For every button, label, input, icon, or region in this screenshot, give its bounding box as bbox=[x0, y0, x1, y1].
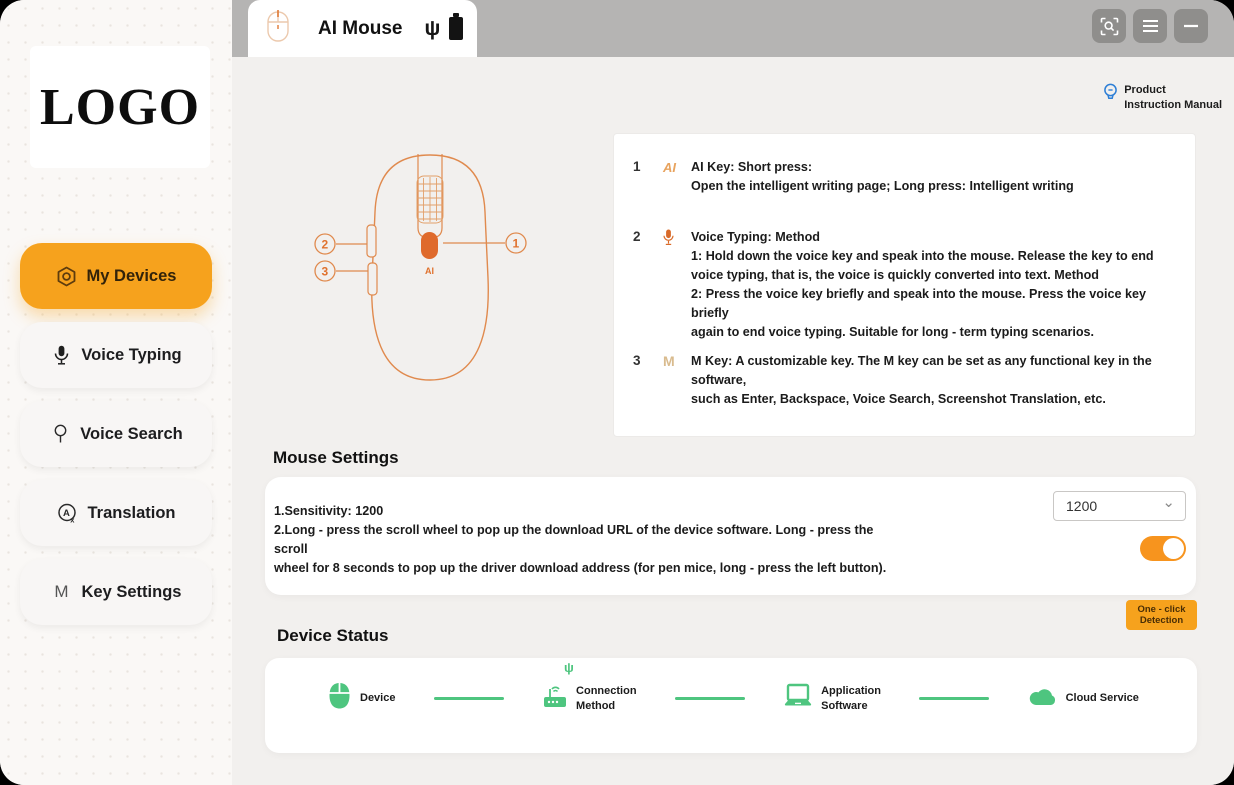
status-node-cloud bbox=[1028, 686, 1139, 712]
usb-icon: ψ bbox=[564, 660, 574, 675]
sidebar-item-key-settings[interactable] bbox=[20, 559, 212, 625]
manual-link-text: Product Instruction Manual bbox=[1124, 84, 1222, 111]
battery-icon bbox=[449, 17, 463, 40]
translate-icon bbox=[56, 502, 78, 524]
status-node-connection bbox=[542, 660, 637, 714]
minimize-button[interactable] bbox=[1174, 9, 1208, 43]
sensitivity-dropdown[interactable] bbox=[1053, 491, 1186, 521]
svg-text:A: A bbox=[62, 507, 70, 519]
diagram-ai-label: AI bbox=[425, 266, 434, 276]
status-connector bbox=[434, 697, 504, 700]
sidebar bbox=[0, 0, 232, 785]
product-manual-link[interactable] bbox=[1103, 83, 1222, 113]
m-key-icon: M bbox=[54, 582, 69, 601]
usb-icon: ψ bbox=[424, 17, 441, 40]
magnifier-icon bbox=[49, 423, 71, 445]
tab-title: AI Mouse bbox=[318, 17, 403, 39]
status-label: Connection Method bbox=[576, 684, 637, 712]
sidebar-item-label: Key Settings bbox=[81, 582, 182, 601]
sidebar-item-label: My Devices bbox=[86, 266, 177, 285]
sidebar-item-voice-typing[interactable] bbox=[20, 322, 212, 388]
devices-gear-icon bbox=[56, 265, 78, 287]
instruction-text: Voice Typing: Method 1: Hold down the voice key and speak into the mouse. Release the key to end voice typing, that is, the voice is quickly converted into text. Method 2: Press the voice key briefly and speak into the mouse. Press the voice key briefly again to end voice typing. Suitable for long - term typing scenarios. bbox=[691, 230, 1154, 339]
sidebar-item-label: Translation bbox=[87, 503, 176, 522]
sidebar-item-label: Voice Search bbox=[80, 424, 183, 443]
mouse-settings-card bbox=[265, 477, 1196, 595]
instruction-number: 2 bbox=[633, 229, 641, 244]
titlebar bbox=[232, 0, 1234, 57]
status-label: Cloud Service bbox=[1065, 692, 1139, 704]
microphone-icon bbox=[663, 228, 691, 342]
m-key-icon: M bbox=[663, 353, 675, 369]
instruction-item-3 bbox=[633, 352, 1181, 409]
mouse-settings-title: Mouse Settings bbox=[273, 448, 399, 467]
diagram-callout-3: 3 bbox=[321, 264, 329, 279]
screenshot-search-icon bbox=[1100, 17, 1119, 36]
chevron-down-icon: ⌄ bbox=[1162, 494, 1175, 512]
minimize-icon bbox=[1183, 24, 1199, 28]
svg-text:x: x bbox=[70, 515, 75, 524]
bulb-icon bbox=[1103, 83, 1118, 108]
sidebar-item-translation[interactable] bbox=[20, 480, 212, 546]
device-status-card bbox=[265, 658, 1197, 753]
sidebar-item-label: Voice Typing bbox=[81, 345, 182, 364]
laptop-icon bbox=[783, 683, 813, 714]
main-content bbox=[232, 57, 1234, 785]
toggle-knob bbox=[1163, 538, 1184, 559]
diagram-callout-2: 2 bbox=[321, 237, 329, 252]
instruction-item-1 bbox=[633, 158, 1181, 196]
device-status-title: Device Status bbox=[277, 626, 389, 645]
status-connector bbox=[919, 697, 989, 700]
key-instructions-panel bbox=[613, 133, 1196, 437]
status-connector bbox=[675, 697, 745, 700]
sidebar-item-voice-search[interactable] bbox=[20, 401, 212, 467]
window-buttons bbox=[1092, 9, 1208, 43]
status-label: Device bbox=[360, 692, 396, 704]
screenshot-search-button[interactable] bbox=[1092, 9, 1126, 43]
one-click-detection-button[interactable]: One - click Detection bbox=[1126, 600, 1197, 630]
receiver-usb-icon bbox=[542, 683, 568, 714]
instruction-number: 3 bbox=[633, 353, 641, 368]
sidebar-item-my-devices[interactable] bbox=[20, 243, 212, 309]
mouse-icon bbox=[264, 9, 292, 48]
mouse-diagram bbox=[280, 140, 580, 405]
status-label: Application Software bbox=[821, 684, 881, 712]
instruction-text: M Key: A customizable key. The M key can be set as any functional key in the software, such as Enter, Backspace, Voice Search, Screenshot Translation, etc. bbox=[691, 354, 1152, 406]
instruction-item-2 bbox=[633, 228, 1181, 342]
ai-key-icon: AI bbox=[663, 160, 676, 175]
menu-icon bbox=[1142, 19, 1159, 33]
cloud-icon bbox=[1028, 686, 1058, 712]
mouse-settings-text: 1.Sensitivity: 1200 2.Long - press the scroll wheel to pop up the download URL of the device software. Long - press the scroll wheel for 8 seconds to pop up the driver download address (for pen mice, long - press the left button). bbox=[274, 504, 887, 575]
diagram-callout-1: 1 bbox=[512, 236, 520, 251]
instruction-number: 1 bbox=[633, 159, 641, 174]
sidebar-nav bbox=[20, 243, 212, 638]
status-node-device bbox=[327, 682, 395, 715]
microphone-icon bbox=[50, 344, 72, 366]
sensitivity-value: 1200 bbox=[1066, 498, 1098, 514]
logo-text: LOGO bbox=[39, 78, 201, 136]
tab-ai-mouse[interactable] bbox=[248, 0, 477, 57]
logo bbox=[30, 46, 210, 168]
instruction-text: AI Key: Short press: Open the intelligent writing page; Long press: Intelligent writing bbox=[691, 160, 1074, 193]
scroll-wheel-toggle[interactable] bbox=[1140, 536, 1186, 561]
status-node-application bbox=[783, 683, 881, 714]
menu-button[interactable] bbox=[1133, 9, 1167, 43]
mouse-icon bbox=[327, 682, 352, 715]
